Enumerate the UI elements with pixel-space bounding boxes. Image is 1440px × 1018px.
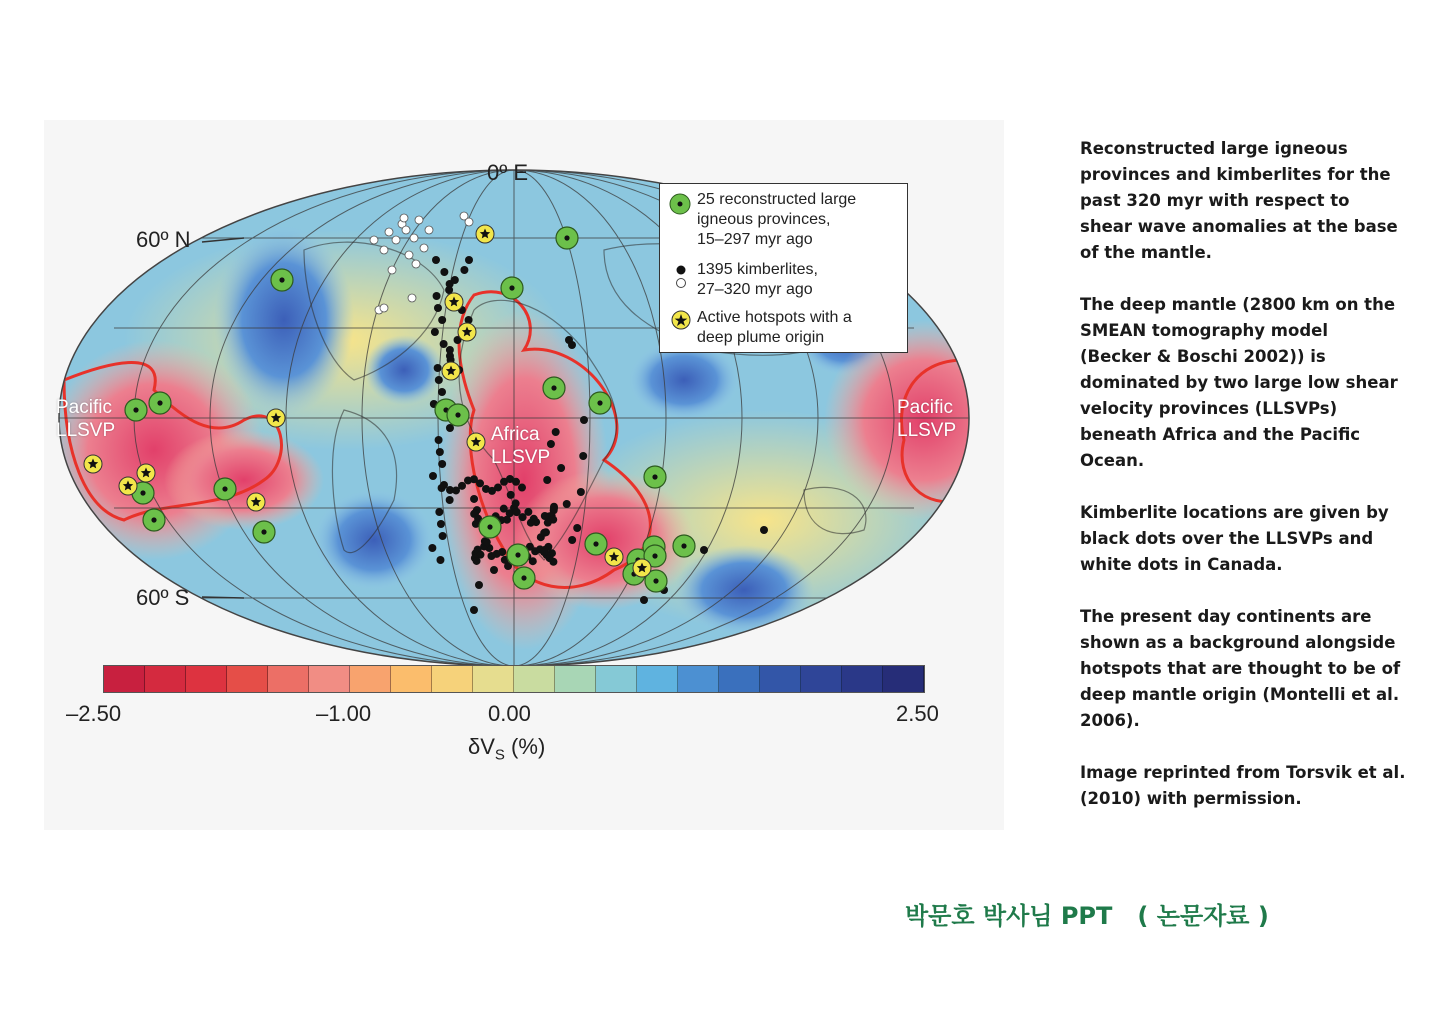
kimberlite-dot	[513, 508, 521, 516]
caption-line: deep mantle origin (Montelli et al.	[1080, 685, 1400, 704]
kimberlite-white-dot	[465, 218, 473, 226]
kimberlite-dot	[541, 512, 549, 520]
kimberlite-dot	[446, 496, 454, 504]
kimberlite-dot	[573, 524, 581, 532]
kimberlite-dot	[760, 526, 768, 534]
lip-legend-icon	[668, 192, 692, 216]
kimberlite-dot	[543, 476, 551, 484]
caption-line: provinces and kimberlites for the	[1080, 165, 1391, 184]
lat-south-label: 60º S	[136, 585, 190, 610]
caption-paragraph	[1080, 500, 1410, 578]
colorbar-tick-min: –2.50	[66, 701, 122, 726]
kimberlite-dot	[438, 460, 446, 468]
colorbar-segment	[268, 666, 309, 692]
kimberlite-dot	[518, 484, 526, 492]
kimberlite-white-dot	[410, 234, 418, 242]
colorbar-segment	[514, 666, 555, 692]
kimberlite-dot	[432, 256, 440, 264]
caption-line: Ocean.	[1080, 451, 1145, 470]
caption-line: shear wave anomalies at the base	[1080, 217, 1398, 236]
meridian-label: 0º E	[487, 160, 529, 185]
kimberlite-dot	[579, 452, 587, 460]
lip-marker-center	[487, 524, 492, 529]
lip-marker-center	[222, 486, 227, 491]
kimberlite-dot	[446, 346, 454, 354]
colorbar-segment	[637, 666, 678, 692]
lip-marker-center	[652, 553, 657, 558]
lat-north-label: 60º N	[136, 227, 191, 252]
kimberlite-white-dot	[370, 236, 378, 244]
colorbar-segment	[596, 666, 637, 692]
colorbar-segment	[391, 666, 432, 692]
caption-line: beneath Africa and the Pacific	[1080, 425, 1361, 444]
kimberlite-dot	[507, 491, 515, 499]
colorbar-segment	[145, 666, 186, 692]
figure-panel	[44, 120, 1004, 830]
kimberlite-dot	[512, 499, 520, 507]
colorbar-segment	[186, 666, 227, 692]
kimberlite-dot	[470, 495, 478, 503]
colorbar-segment	[719, 666, 760, 692]
colorbar-segment	[760, 666, 801, 692]
lip-marker-center	[509, 285, 514, 290]
kimberlite-white-dot	[420, 244, 428, 252]
kimberlite-dot	[435, 508, 443, 516]
colorbar-segment	[555, 666, 596, 692]
lip-marker-center	[261, 529, 266, 534]
kimberlite-white-dot	[400, 214, 408, 222]
kimberlite-dot	[435, 376, 443, 384]
kimberlite-dot	[487, 552, 495, 560]
colorbar-tick-mid: –1.00	[316, 701, 372, 726]
caption-line: Reconstructed large igneous	[1080, 139, 1348, 158]
kimberlite-dot	[552, 428, 560, 436]
caption-paragraph	[1080, 604, 1410, 734]
kimberlite-dot	[465, 256, 473, 264]
lip-marker-center	[521, 575, 526, 580]
colorbar-tick-zero: 0.00	[488, 701, 531, 726]
kimberlite-dot	[438, 316, 446, 324]
kimberlite-dot	[494, 483, 502, 491]
kimberlite-dot	[527, 519, 535, 527]
kimberlite-white-dot	[412, 260, 420, 268]
kimberlite-dot	[483, 538, 491, 546]
caption-line: (Becker & Boschi 2002)) is	[1080, 347, 1326, 366]
kimberlite-dot	[451, 276, 459, 284]
caption-line: The present day continents are	[1080, 607, 1372, 626]
kimberlite-dot	[577, 488, 585, 496]
caption-line: dominated by two large low shear	[1080, 373, 1398, 392]
kimberlite-white-dot	[415, 216, 423, 224]
kimberlite-dot	[550, 504, 558, 512]
lip-marker-center	[652, 474, 657, 479]
kimberlite-white-dot	[405, 251, 413, 259]
caption-line: black dots over the LLSVPs and	[1080, 529, 1374, 548]
kimberlite-dot	[458, 482, 466, 490]
kimberlite-dot	[429, 472, 437, 480]
kimberlite-dot	[428, 544, 436, 552]
slide-footer-note: 박문호 박사님 PPT ( 논문자료 )	[905, 902, 1269, 930]
kimberlite-dot	[460, 266, 468, 274]
kimberlite-dot	[434, 304, 442, 312]
kimberlite-white-dot	[388, 266, 396, 274]
kimberlite-white-dot	[380, 246, 388, 254]
kimberlite-legend-icon	[674, 264, 688, 290]
kimberlite-dot	[470, 606, 478, 614]
lip-marker-center	[564, 235, 569, 240]
caption-paragraph	[1080, 292, 1410, 474]
kimberlite-dot	[435, 436, 443, 444]
colorbar-segment	[842, 666, 883, 692]
lip-marker-center	[455, 412, 460, 417]
caption-line: 2006).	[1080, 711, 1140, 730]
kimberlite-dot	[438, 388, 446, 396]
colorbar-axis-label: $\delta V_S$ (%)	[468, 734, 546, 764]
lip-marker-center	[681, 543, 686, 548]
kimberlite-dot	[640, 596, 648, 604]
kimberlite-dot	[490, 566, 498, 574]
lip-marker-center	[653, 578, 658, 583]
caption-line: Kimberlite locations are given by	[1080, 503, 1389, 522]
kimberlite-white-dot	[385, 228, 393, 236]
kimberlite-white-dot	[380, 304, 388, 312]
pacific-llsvp-label-west: Pacific LLSVP	[56, 397, 116, 441]
lip-marker-center	[133, 407, 138, 412]
colorbar-segment	[883, 666, 924, 692]
colorbar-segment	[309, 666, 350, 692]
kimberlite-dot	[557, 464, 565, 472]
caption-line: shown as a background alongside	[1080, 633, 1396, 652]
kimberlite-dot	[568, 341, 576, 349]
kimberlite-dot	[540, 548, 548, 556]
kimberlite-dot	[431, 328, 439, 336]
lip-marker-center	[593, 541, 598, 546]
map-legend	[659, 183, 908, 353]
kimberlite-dot	[436, 448, 444, 456]
caption-line: The deep mantle (2800 km on the	[1080, 295, 1396, 314]
colorbar-segment	[473, 666, 514, 692]
caption-line: velocity provinces (LLSVPs)	[1080, 399, 1338, 418]
caption-line: hotspots that are thought to be of	[1080, 659, 1401, 678]
caption-line: white dots in Canada.	[1080, 555, 1283, 574]
kimberlite-dot	[440, 340, 448, 348]
kimberlite-dot	[563, 500, 571, 508]
colorbar-segment	[227, 666, 268, 692]
lip-marker-center	[515, 552, 520, 557]
pacific-llsvp-label-east: Pacific LLSVP	[897, 397, 957, 441]
kimberlite-dot	[540, 529, 548, 537]
kimberlite-dot	[439, 532, 447, 540]
hotspot-legend-text: Active hotspots with a deep plume origin	[697, 309, 852, 346]
kimberlite-dot	[436, 556, 444, 564]
kimberlite-dot	[433, 292, 441, 300]
kimberlite-dot	[437, 520, 445, 528]
kimberlite-white-dot	[408, 294, 416, 302]
lip-marker-center	[551, 385, 556, 390]
kimberlite-dot	[434, 364, 442, 372]
caption-line: past 320 myr with respect to	[1080, 191, 1350, 210]
caption-line: (2010) with permission.	[1080, 789, 1302, 808]
kimberlite-dot	[475, 581, 483, 589]
velocity-colorbar	[103, 665, 925, 693]
caption-line: Image reprinted from Torsvik et al.	[1080, 763, 1406, 782]
kimberlite-white-dot	[392, 236, 400, 244]
kimberlite-dot	[440, 268, 448, 276]
hotspot-legend-icon	[670, 309, 692, 331]
kimberlite-dot	[512, 478, 520, 486]
lip-marker-center	[597, 400, 602, 405]
caption-line: of the mantle.	[1080, 243, 1212, 262]
colorbar-segment	[350, 666, 391, 692]
colorbar-segment	[104, 666, 145, 692]
kimberlite-dot	[580, 416, 588, 424]
lip-legend-text: 25 reconstructed large igneous provinces, 15–297 myr ago	[697, 191, 857, 248]
kimberlite-dot	[700, 546, 708, 554]
lip-marker-center	[151, 517, 156, 522]
colorbar-segment	[432, 666, 473, 692]
lip-marker-center	[140, 490, 145, 495]
lip-marker-center	[279, 277, 284, 282]
colorbar-tick-max: 2.50	[896, 701, 939, 726]
kimberlite-white-dot	[402, 226, 410, 234]
kimberlite-dot	[568, 536, 576, 544]
lip-marker-center	[157, 400, 162, 405]
figure-caption	[1080, 136, 1410, 838]
kimberlite-dot	[503, 516, 511, 524]
kimberlite-dot	[473, 557, 481, 565]
colorbar-segment	[678, 666, 719, 692]
kimberlite-legend-text: 1395 kimberlites, 27–320 myr ago	[697, 261, 818, 298]
colorbar-segment	[801, 666, 842, 692]
kimberlite-dot	[529, 557, 537, 565]
kimberlite-dot	[476, 479, 484, 487]
caption-paragraph	[1080, 136, 1410, 266]
kimberlite-white-dot	[425, 226, 433, 234]
africa-llsvp-label: Africa LLSVP	[491, 424, 551, 468]
caption-line: SMEAN tomography model	[1080, 321, 1328, 340]
caption-paragraph	[1080, 760, 1410, 812]
